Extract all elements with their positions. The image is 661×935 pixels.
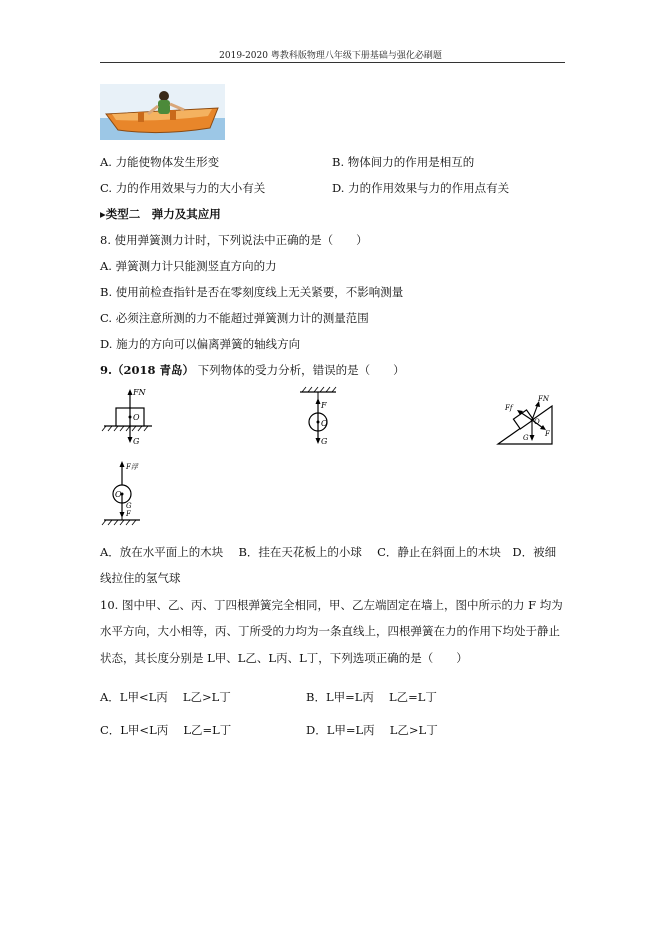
- q10-option-a: A．L甲<L丙 L乙>L丁: [100, 690, 231, 704]
- fig-c-fn-label: FN: [538, 395, 549, 403]
- fig-c-ff-label: Ff: [505, 404, 513, 412]
- q10-stem-line-2: 水平方向，大小相等，丙、丁所受的力均为一条直线上，四根弹簧在力的作用下均处于静止: [100, 624, 560, 638]
- fig-b-o-label: O: [321, 419, 328, 428]
- page-header: 2019-2020 粤教科版物理八年级下册基础与强化必刷题: [219, 51, 442, 61]
- fig-c-f-label: F: [545, 430, 550, 438]
- fig-d-f-label: F: [126, 510, 131, 518]
- q10-option-b: B．L甲=L丙 L乙=L丁: [306, 690, 437, 704]
- q10-stem-line-3: 状态，其长度分别是 L甲、L乙、L丙、L丁，下列选项正确的是（ ）: [100, 651, 468, 665]
- q10-stem-line-1: 10. 图中甲、乙、丙、丁四根弹簧完全相同，甲、乙左端固定在墙上，图中所示的力 F 均为: [100, 598, 563, 612]
- fig-b-f-label: F: [321, 401, 327, 410]
- q7-option-d: D. 力的作用效果与力的作用点有关: [332, 181, 510, 195]
- q8-option-c: C. 必须注意所测的力不能超过弹簧测力计的测量范围: [100, 311, 369, 325]
- header-divider: [100, 62, 565, 63]
- fig-a-g-label: G: [133, 437, 140, 446]
- boat-illustration: [100, 84, 225, 140]
- q9-number: 9.: [100, 363, 113, 377]
- fig-d-g-label: G: [126, 502, 132, 510]
- q8-option-a: A. 弹簧测力计只能测竖直方向的力: [100, 259, 277, 273]
- fig-a-fn-label: FN: [133, 388, 146, 397]
- q8-option-d: D. 施力的方向可以偏离弹簧的轴线方向: [100, 337, 301, 351]
- fig-d-o-label: O: [115, 490, 122, 499]
- fig-c-o-label: O: [534, 418, 540, 426]
- q9-options-line-2: 线拉住的氢气球: [100, 571, 181, 585]
- fig-c-g-label: G: [523, 434, 529, 442]
- figure-c-block-on-incline: [496, 392, 558, 448]
- fig-d-ffu-label: F浮: [126, 463, 138, 471]
- fig-a-o-label: O: [133, 413, 140, 422]
- q9-options-line-1: A．放在水平面上的木块 B．挂在天花板上的小球 C．静止在斜面上的木块 D．被细: [100, 545, 557, 559]
- q8-option-b: B. 使用前检查指针是否在零刻度线上无关紧要，不影响测量: [100, 285, 404, 299]
- q10-option-d: D．L甲=L丙 L乙>L丁: [306, 723, 438, 737]
- q9-stem: 下列物体的受力分析，错误的是（ ）: [197, 363, 405, 377]
- fig-b-g-label: G: [321, 437, 328, 446]
- q9-source: （2018 青岛）: [112, 363, 195, 377]
- figure-a-block-on-floor: [100, 386, 160, 448]
- q7-option-a: A. 力能使物体发生形变: [100, 155, 220, 169]
- q8-stem: 8. 使用弹簧测力计时，下列说法中正确的是（ ）: [100, 233, 368, 247]
- q9-stem-line: [100, 362, 405, 378]
- section-heading: ▸类型二 弹力及其应用: [100, 207, 221, 221]
- q7-option-c: C. 力的作用效果与力的大小有关: [100, 181, 266, 195]
- figure-d-balloon-on-string: [100, 460, 150, 528]
- figure-b-hanging-ball: [296, 386, 346, 448]
- q10-option-c: C．L甲<L丙 L乙=L丁: [100, 723, 232, 737]
- q7-option-b: B. 物体间力的作用是相互的: [332, 155, 475, 169]
